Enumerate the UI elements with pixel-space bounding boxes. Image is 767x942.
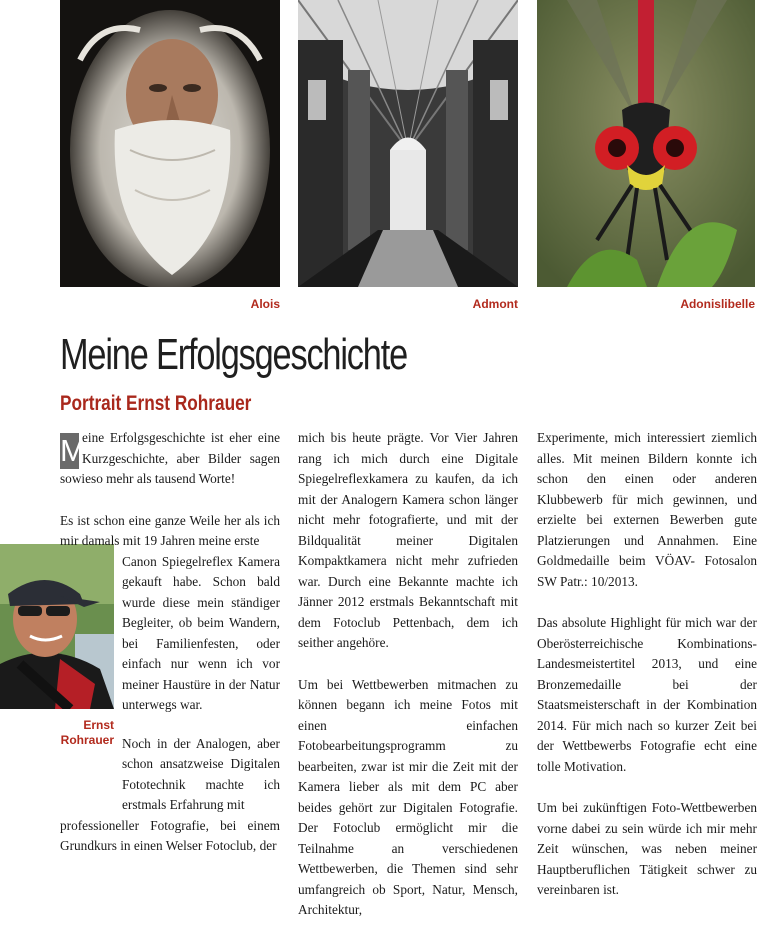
col1-paragraph-2-lead: Es ist schon eine ganze Weile her als ich mir damals mit 19 Jahren meine erste — [60, 512, 280, 548]
article-subheadline: Portrait Ernst Rohrauer — [60, 392, 252, 415]
caption-adonislibelle: Adonislibelle — [680, 297, 755, 311]
col1-paragraph-3 — [60, 734, 280, 857]
photo-admont — [298, 0, 518, 287]
article-column-2 — [298, 428, 518, 942]
damselfly-image — [537, 0, 755, 287]
portrait-caption-lastname: Rohrauer — [60, 733, 114, 747]
col1-paragraph-1 — [60, 428, 280, 490]
article-column-3 — [537, 428, 757, 922]
col1-paragraph-3-tail: professioneller Fotografie, bei einem Grundkurs in einen Welser Fotoclub, der — [60, 817, 280, 853]
caption-alois: Alois — [250, 297, 280, 311]
article-column-1 — [60, 428, 280, 878]
col3-paragraph-3: Um bei zukünftigen Foto-Wettbewerben vorne dabei zu sein würde ich mir mehr Zeit wünschen, was neben meiner Hauptberuflichen Tätigkeit schwer zu vereinbaren ist. — [537, 800, 757, 897]
drop-cap: M — [60, 433, 86, 468]
photo-alois — [60, 0, 280, 287]
portrait-caption-firstname: Ernst — [83, 718, 114, 732]
admont-cathedral-image — [298, 0, 518, 287]
col3-paragraph-2: Das absolute Highlight für mich war der Oberösterreichische Kombinations-Landesmeistertitel 2013, und eine Bronzemedaille bei der Staatsmeisterschaft in der Kombination 2014. Für mich nach so kurzer Zeit bei der Wettbewerbs Fotografie echt eine tolle Motivation. — [537, 615, 757, 774]
col1-paragraph-1-text: eine Erfolgsgeschichte ist eher eine Kurzgeschichte, aber Bilder sagen sowieso mehr als tausend Worte! — [60, 430, 280, 486]
col1-paragraph-3-wrap: Noch in der Analogen, aber schon ansatzweise Digitalen Fototechnik machte ich erstmals Erfahrung mit — [122, 735, 280, 812]
col1-paragraph-2 — [60, 511, 280, 716]
photo-adonislibelle — [537, 0, 755, 287]
caption-admont: Admont — [472, 297, 518, 311]
article-headline: Meine Erfolgsgeschichte — [60, 330, 407, 379]
col1-paragraph-2-wrap: Canon Spiegelreflex Kamera gekauft habe. Schon bald wurde diese mein ständiger Begleiter, ob beim Wandern, bei Familienfesten, oder einfach nur wenn ich vor meiner Haustüre in der Natur unterwegs war. — [122, 553, 280, 712]
col2-paragraph-2: Um bei Wettbewerben mitmachen zu können begann ich meine Fotos mit einen einfachen Fotobearbeitungsprogramm zu bearbeiten, zwar ist mir die Zeit mit der Kamera lieber als mit dem PC aber beides gehört zur Digitalen Fotografie. Der Fotoclub ermöglicht mir die Teilnahme an verschiedenen Wettbewerben, die Themen sind sehr umfangreich ob Sport, Natur, Mensch, Architektur, — [298, 676, 518, 917]
col2-paragraph-1: mich bis heute prägte. Vor Vier Jahren rang ich mich durch eine Digitale Spiegelreflexkamera zu kaufen, da ich mit der Analogern Kamera schon länger nicht mehr fotografierte, und mit der Bildqualität meiner Digitalen Kompaktkamera nicht mehr zufrieden war. Durch eine Bekannte machte ich Jänner 2012 erstmals Bekanntschaft mit dem Fotoclub Pettenbach, dem ich seither angehöre. — [298, 430, 518, 650]
alois-portrait-image — [60, 0, 280, 287]
col3-paragraph-1: Experimente, mich interessiert ziemlich alles. Mit meinen Bildern konnte ich schon den einen oder anderen Klubbewerb für mich gewinnen, und erzielte bei externen Bewerben gute Platzierungen und Annahmen. Eine Goldmedaille beim VÖAV- Fotosalon SW Patr.: 10/2013. — [537, 430, 757, 589]
